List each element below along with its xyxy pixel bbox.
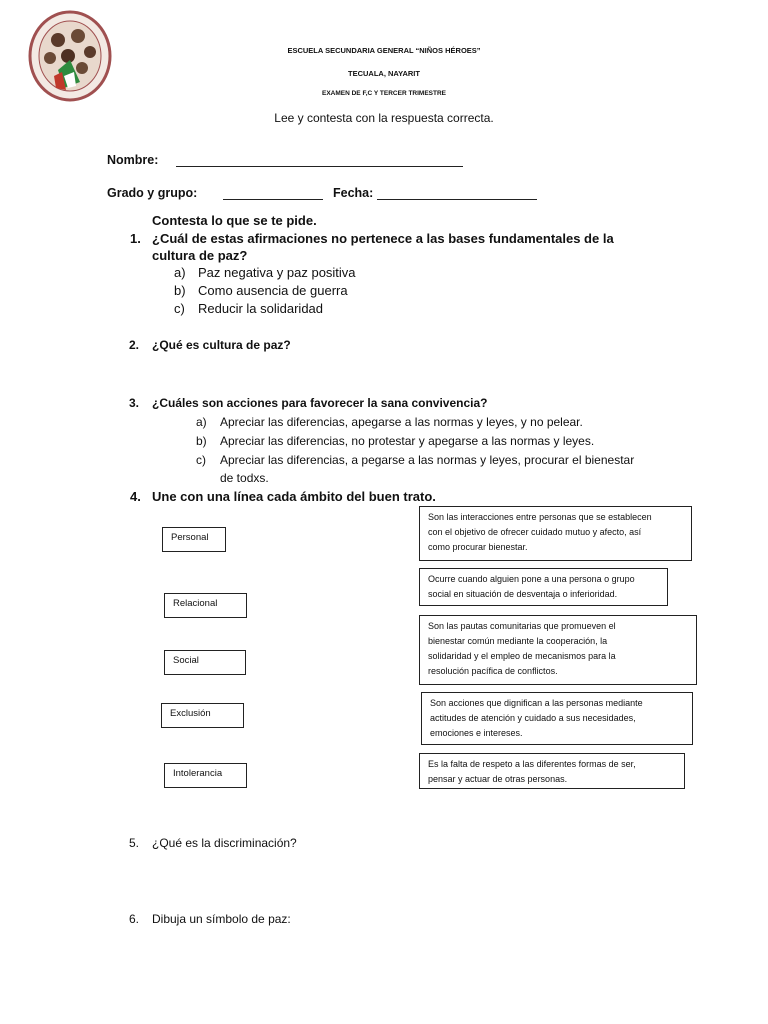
- match-left-personal[interactable]: Personal: [162, 527, 226, 552]
- match-right-line: solidaridad y el empleo de mecanismos para la: [428, 651, 616, 661]
- match-left-exclusion[interactable]: Exclusión: [161, 703, 244, 728]
- q3-option-b[interactable]: [196, 432, 594, 451]
- q3-option-c-cont: de todxs.: [220, 471, 269, 485]
- match-right-line: Ocurre cuando alguien pone a una persona o grupo: [428, 574, 635, 584]
- q3-option-a[interactable]: [196, 413, 583, 432]
- match-right-line: con el objetivo de ofrecer cuidado mutuo y afecto, así: [428, 527, 642, 537]
- date-field[interactable]: [377, 185, 537, 200]
- match-right-5[interactable]: [419, 753, 685, 789]
- match-right-line: resolución pacífica de conflictos.: [428, 666, 558, 676]
- option-letter: c): [196, 453, 206, 467]
- q3-text: ¿Cuáles son acciones para favorecer la sana convivencia?: [152, 396, 488, 410]
- option-letter: a): [196, 415, 207, 429]
- option-text: Reducir la solidaridad: [198, 301, 324, 316]
- name-label: Nombre:: [107, 153, 159, 167]
- match-right-line: actitudes de atención y cuidado a sus necesidades,: [430, 713, 636, 723]
- match-left-intolerancia[interactable]: Intolerancia: [164, 763, 247, 788]
- match-right-2[interactable]: [419, 568, 668, 606]
- q5-number: 5.: [129, 836, 140, 850]
- match-left-social[interactable]: Social: [164, 650, 246, 675]
- option-letter: c): [174, 301, 185, 316]
- q3-option-c[interactable]: [196, 451, 634, 470]
- q2-number: 2.: [129, 338, 140, 352]
- q1-option-b[interactable]: [174, 282, 348, 300]
- match-right-3[interactable]: [419, 615, 697, 685]
- match-right-line: Son las interacciones entre personas que se establecen: [428, 512, 652, 522]
- option-text: Apreciar las diferencias, a pegarse a las normas y leyes, procurar el bienestar: [220, 453, 635, 467]
- option-text: Como ausencia de guerra: [198, 283, 348, 298]
- option-text: Apreciar las diferencias, no protestar y apegarse a las normas y leyes.: [220, 434, 595, 448]
- q4-number: 4.: [130, 489, 141, 504]
- match-right-line: bienestar común mediante la cooperación, la: [428, 636, 608, 646]
- exam-title: EXAMEN DE F,C Y TERCER TRIMESTRE: [322, 90, 446, 97]
- q1-option-a[interactable]: [174, 264, 356, 282]
- q2-text: ¿Qué es cultura de paz?: [152, 338, 291, 352]
- q4-text: Une con una línea cada ámbito del buen trato.: [152, 489, 436, 504]
- option-text: Paz negativa y paz positiva: [198, 265, 356, 280]
- match-right-line: Son las pautas comunitarias que promueven el: [428, 621, 616, 631]
- school-seal-image: [28, 10, 112, 102]
- option-letter: b): [174, 283, 186, 298]
- name-field[interactable]: [176, 152, 463, 167]
- school-city: TECUALA, NAYARIT: [348, 69, 420, 78]
- q6-text: Dibuja un símbolo de paz:: [152, 912, 291, 926]
- section-intro: Contesta lo que se te pide.: [152, 213, 317, 228]
- school-name: ESCUELA SECUNDARIA GENERAL “NIÑOS HÉROES”: [287, 46, 481, 55]
- group-label: Grado y grupo:: [107, 186, 198, 200]
- q6-number: 6.: [129, 912, 140, 926]
- date-label: Fecha:: [333, 186, 374, 200]
- exam-instruction: Lee y contesta con la respuesta correcta.: [274, 111, 494, 125]
- match-right-line: Es la falta de respeto a las diferentes formas de ser,: [428, 759, 636, 769]
- match-right-line: como procurar bienestar.: [428, 542, 528, 552]
- q1-option-c[interactable]: [174, 300, 323, 318]
- q3-number: 3.: [129, 396, 140, 410]
- match-left-relacional[interactable]: Relacional: [164, 593, 247, 618]
- q1-text-line1: ¿Cuál de estas afirmaciones no pertenece a las bases fundamentales de la: [152, 231, 614, 246]
- option-letter: a): [174, 265, 186, 280]
- q1-number: 1.: [130, 231, 141, 246]
- match-right-4[interactable]: [421, 692, 693, 745]
- option-letter: b): [196, 434, 207, 448]
- school-logo: [28, 10, 112, 102]
- option-text: Apreciar las diferencias, apegarse a las normas y leyes, y no pelear.: [220, 415, 583, 429]
- match-right-line: pensar y actuar de otras personas.: [428, 774, 568, 784]
- match-right-line: emociones e intereses.: [430, 728, 523, 738]
- match-right-line: Son acciones que dignifican a las personas mediante: [430, 698, 643, 708]
- group-field[interactable]: [223, 185, 323, 200]
- match-right-line: social en situación de desventaja o inferioridad.: [428, 589, 618, 599]
- q5-text: ¿Qué es la discriminación?: [152, 836, 297, 850]
- q1-text-line2: cultura de paz?: [152, 248, 248, 263]
- match-right-1[interactable]: [419, 506, 692, 561]
